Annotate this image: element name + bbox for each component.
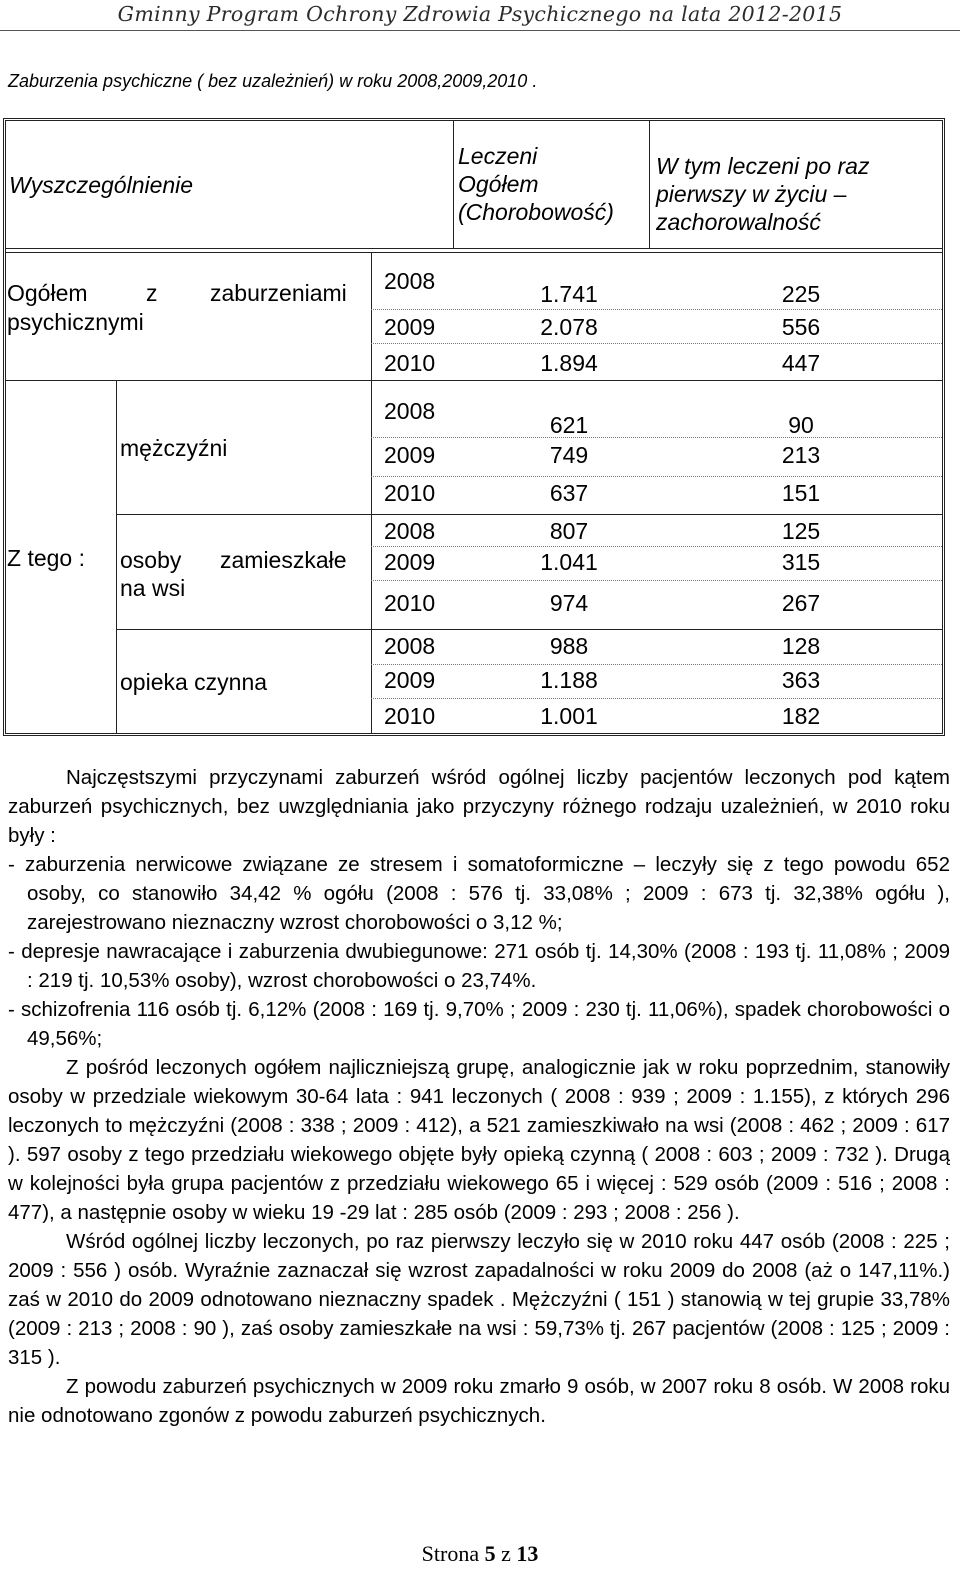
table-rule — [6, 248, 942, 249]
row-label-opieka-czynna: opieka czynna — [120, 669, 268, 695]
paragraph: Najczęstszymi przyczynami zaburzeń wśród ogólnej liczby pacjentów leczonych pod kątem zaburzeń psychicznych, bez uwzględniania jako przyczyny różnego rodzaju uzależnień, w 2010 roku były : — [8, 766, 950, 847]
statistics-table: Wyszczególnienie Leczeni Ogółem (Chorobowość) W tym leczeni po raz pierwszy w życiu – zachorowalność Ogółem z zaburzeniami psychicznymi Z tego : mężczyźni osoby zamieszkałe na wsi opieka czynna 2008 2009 2010 2008 2009 2010 2008 2009 2010 2008 2009 2010 1.741 2.078 1.894 621 749 637 807 1.041 974 988 1.188 1.001 225 556 447 90 213 151 125 315 267 128 363 182 — [3, 118, 945, 736]
total-cell: 807 — [549, 518, 589, 544]
header-pierwszy-raz: W tym leczeni po raz pierwszy w życiu – zachorowalność — [656, 153, 870, 235]
year-cell: 2008 — [384, 268, 436, 294]
header-leczeni-ogolem: Leczeni Ogółem (Chorobowość) — [458, 143, 614, 225]
first-time-cell: 556 — [781, 314, 821, 340]
total-cell: 988 — [549, 633, 589, 659]
body-text — [8, 763, 950, 1430]
bullet-item: - schizofrenia 116 osób tj. 6,12% (2008 : 169 tj. 9,70% ; 2009 : 230 tj. 11,06%), spadek chorobowości o 49,56%; — [8, 998, 950, 1050]
year-cell: 2010 — [384, 703, 436, 729]
paragraph: Wśród ogólnej liczby leczonych, po raz pierwszy leczyło się w 2010 roku 447 osób (2008 : 225 ; 2009 : 556 ) osób. Wyraźnie zaznaczał się wzrost zapadalności w roku 2009 do 2008 (aż o 147,11%.) zaś w 2010 do 2009 odnotowano nieznaczny spadek . Mężczyźni ( 151 ) stanowią w tej grupie 33,78% (2009 : 213 ; 2008 : 90 ), zaś osoby zamieszkałe na wsi : 59,73% tj. 267 pacjentów (2008 : 125 ; 2009 : 315 ). — [8, 1230, 950, 1369]
first-time-cell: 151 — [781, 480, 821, 506]
year-cell: 2010 — [384, 590, 436, 616]
total-cell: 2.078 — [540, 314, 598, 340]
table-rule — [6, 252, 942, 253]
page-header — [0, 0, 960, 34]
year-cell: 2009 — [384, 667, 436, 693]
paragraph: Z pośród leczonych ogółem najliczniejszą grupę, analogicznie jak w roku poprzednim, stanowiły osoby w przedziale wiekowym 30-64 lata : 941 leczonych ( 2008 : 939 ; 2009 : 1.155), z których 296 leczonych to mężczyźni (2008 : 338 ; 2009 : 412), a 521 zamieszkiwało na wsi (2008 : 462 ; 2009 : 617 ). 597 osoby z tego przedziału wiekowego objęte były opieką czynną ( 2008 : 603 ; 2009 : 732 ). Drugą w kolejności była grupa pacjentów z przedziału wiekowego 65 i więcej : 529 osób (2009 : 516 ; 2008 : 477), a następnie osoby w wieku 19 -29 lat : 285 osób (2009 : 293 ; 2008 : 256 ). — [8, 1056, 950, 1224]
total-cell: 1.188 — [540, 667, 598, 693]
first-time-cell: 267 — [781, 590, 821, 616]
table-rule — [453, 121, 454, 248]
bullet-item: - depresje nawracające i zaburzenia dwubiegunowe: 271 osób tj. 14,30% (2008 : 193 tj. 11,08% ; 2009 : 219 tj. 10,53% osoby), wzrost chorobowości o 23,74%. — [8, 940, 950, 992]
total-cell: 621 — [549, 412, 589, 438]
table-rule — [649, 121, 650, 248]
year-cell: 2009 — [384, 442, 436, 468]
row-separator — [371, 698, 942, 699]
year-cell: 2009 — [384, 314, 436, 340]
table-rule — [116, 380, 117, 733]
year-cell: 2008 — [384, 398, 436, 424]
total-cell: 637 — [549, 480, 589, 506]
row-separator — [371, 546, 942, 547]
first-time-cell: 128 — [781, 633, 821, 659]
total-cell: 974 — [549, 590, 589, 616]
first-time-cell: 213 — [781, 442, 821, 468]
page-number: Strona 5 z 13 — [421, 1541, 539, 1566]
table-rule — [6, 380, 942, 381]
row-label-mezczyzni: mężczyźni — [120, 435, 228, 461]
header-title: Gminny Program Ochrony Zdrowia Psychicznego na lata 2012-2015 — [117, 2, 843, 26]
total-cell: 1.041 — [540, 549, 598, 575]
table-rule — [116, 629, 942, 630]
year-cell: 2009 — [384, 549, 436, 575]
row-separator — [371, 476, 942, 477]
total-cell: 749 — [549, 442, 589, 468]
year-cell: 2008 — [384, 518, 436, 544]
first-time-cell: 125 — [781, 518, 821, 544]
first-time-cell: 225 — [781, 281, 821, 307]
paragraph: Z powodu zaburzeń psychicznych w 2009 roku zmarło 9 osób, w 2007 roku 8 osób. W 2008 roku nie odnotowano zgonów z powodu zaburzeń psychicznych. — [8, 1375, 950, 1427]
header-wyszczegolnienie: Wyszczególnienie — [9, 172, 194, 198]
year-cell: 2010 — [384, 480, 436, 506]
first-time-cell: 90 — [788, 412, 814, 438]
header-rule — [0, 30, 960, 31]
table-caption: Zaburzenia psychiczne ( bez uzależnień) w roku 2008,2009,2010 . — [8, 71, 538, 91]
row-separator — [371, 580, 942, 581]
first-time-cell: 182 — [781, 703, 821, 729]
total-cell: 1.894 — [540, 350, 598, 376]
total-cell: 1.741 — [540, 281, 598, 307]
table-rule — [371, 252, 372, 733]
year-cell: 2010 — [384, 350, 436, 376]
first-time-cell: 315 — [781, 549, 821, 575]
row-label-z-tego: Z tego : — [7, 545, 85, 571]
first-time-cell: 363 — [781, 667, 821, 693]
total-cell: 1.001 — [540, 703, 598, 729]
table-rule — [116, 514, 942, 515]
year-cell: 2008 — [384, 633, 436, 659]
bullet-item: - zaburzenia nerwicowe związane ze stresem i somatoformiczne – leczyły się z tego powodu 652 osoby, co stanowiło 34,42 % ogółu (2008 : 576 tj. 33,08% ; 2009 : 673 tj. 32,38% ogółu ), zarejestrowano nieznaczny wzrost chorobowości o 3,12 %; — [8, 853, 950, 934]
row-separator — [371, 309, 942, 310]
first-time-cell: 447 — [781, 350, 821, 376]
row-separator — [371, 343, 942, 344]
row-separator — [371, 664, 942, 665]
